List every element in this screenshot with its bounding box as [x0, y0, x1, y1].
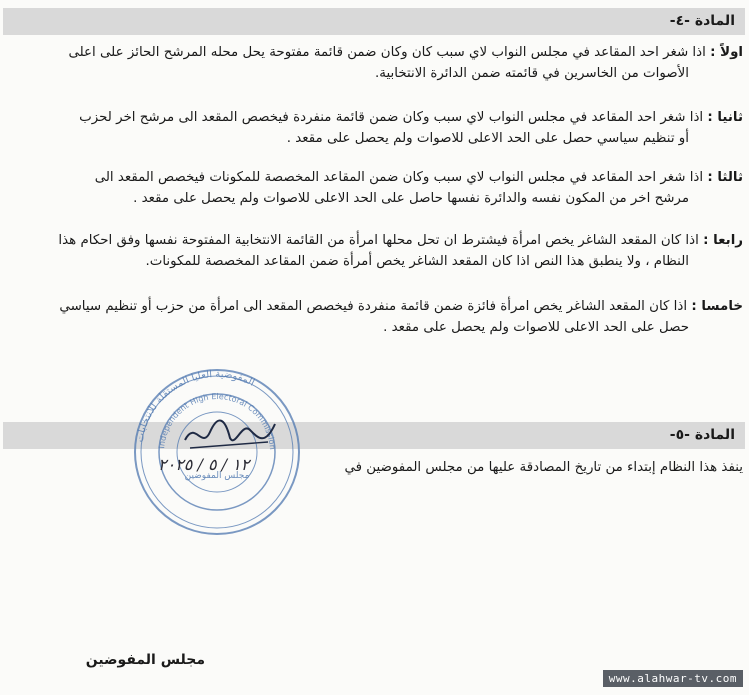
seal-center-text: مجلس المفوضين	[184, 471, 250, 481]
seal-arabic-text: المفوضية العليا المستقلة للانتخابات	[134, 368, 257, 444]
approval-date: ١٢ / ٥ / ٢٠٢٥	[158, 455, 250, 474]
clause-fourth-line2: النظام ، ولا ينطبق هذا النص اذا كان المقعد الشاغر يخص أمرأة ضمن المقاعد المخصصة للمكونات.	[145, 254, 689, 269]
clause-second-lead: ثانيا :	[707, 110, 743, 125]
clause-fourth-line1: اذا كان المقعد الشاغر يخص امرأة فيشترط ان تحل محلها امرأة من القائمة الانتخابية المفتوحة نفسها وفق احكام هذا	[58, 233, 699, 248]
site-watermark: www.alahwar-tv.com	[603, 670, 743, 687]
clause-first-line1: اذا شغر احد المقاعد في مجلس النواب لاي سبب كان وكان ضمن قائمة مفتوحة يحل محله المرشح الحائز على اعلى	[68, 45, 706, 60]
clause-third-line2: مرشح اخر من المكون نفسه والدائرة نفسها حاصل على الحد الاعلى للاصوات ولم يحصل على مقعد .	[133, 191, 689, 206]
article-5-heading-bar	[3, 422, 745, 449]
clause-third-lead: ثالثا :	[707, 170, 743, 185]
clause-fourth	[3, 230, 743, 272]
article-5-heading: المادة -٥-	[669, 427, 735, 443]
clause-third	[3, 167, 743, 209]
clause-second	[3, 107, 743, 149]
clause-fifth-lead: خامسا :	[691, 299, 743, 314]
article-4-heading: المادة -٤-	[669, 13, 735, 29]
clause-first	[3, 42, 743, 84]
clause-first-line2: الأصوات من الخاسرين في قائمته ضمن الدائرة الانتخابية.	[375, 66, 689, 81]
signature-icon	[180, 410, 280, 455]
council-signatory: مجلس المفوضين	[85, 652, 205, 668]
clause-first-lead: اولاً :	[710, 45, 743, 60]
clause-second-line1: اذا شغر احد المقاعد في مجلس النواب لاي سبب وكان ضمن قائمة منفردة فيخصص المقعد الى مرشح اخر لحزب	[79, 110, 704, 125]
seal-english-text: Independent High Electoral Commission	[157, 391, 277, 451]
clause-fifth	[3, 296, 743, 338]
clause-fifth-line1: اذا كان المقعد الشاغر يخص امرأة فائزة ضمن قائمة منفردة فيخصص المقعد الى امرأة من حزب أو تنظيم سياسي	[59, 299, 688, 314]
article-4-heading-bar	[3, 8, 745, 35]
clause-fourth-lead: رابعا :	[703, 233, 743, 248]
enforcement-text: ينفذ هذا النظام إبتداء من تاريخ المصادقة عليها من مجلس المفوضين في	[344, 460, 743, 475]
clause-fifth-line2: حصل على الحد الاعلى للاصوات ولم يحصل على مقعد .	[383, 320, 689, 335]
clause-second-line2: أو تنظيم سياسي حصل على الحد الاعلى للاصوات ولم يحصل على مقعد .	[286, 131, 689, 146]
clause-third-line1: اذا شغر احد المقاعد في مجلس النواب لاي سبب وكان ضمن المقاعد المخصصة للمكونات فيخصص المقعد الى	[94, 170, 704, 185]
